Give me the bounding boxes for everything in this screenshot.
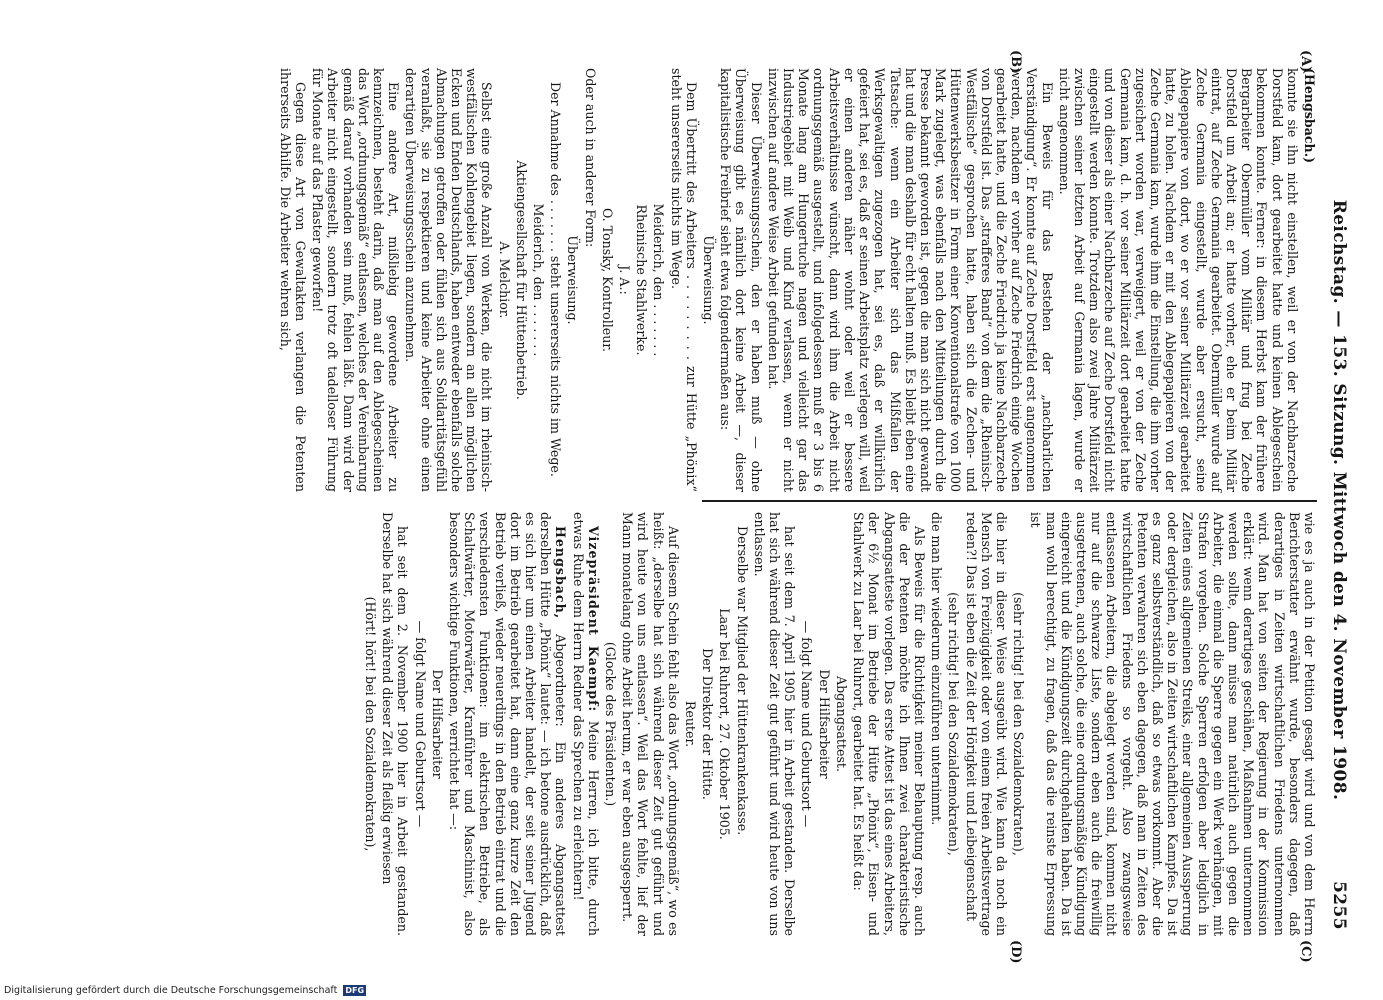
paragraph: konnte sie ihn nicht einstellen, weil er von der Nachbarzeche Dorstfeld kam, dort gearbeitet hatte und keinen Ablegeschein bekommen konnte. Ferner: in diesem Herbst kam der frühere Bergarbeiter Obermüller vom Militär und frug bei Zeche Dorstfeld um Arbeit an; er hatte vorher, ehe er beim Militär eintrat, auf Zeche Germania gearbeitet. Obermüller wurde auf Zeche Germania eingestellt, wurde aber ersucht, seine Ablegepapiere von dort, wo er vor seiner Militärzeit gearbeitet hatte, zu holen. Nachdem er mit den Ablegepapieren von der Zeche Germania kam, wurde ihm die Einstellung, die ihm vorher zugesichert worden war, verweigert, weil er von der Zeche Germania kam, d. h. vor seiner Militärzeit dort gearbeitet hatte und von dieser als einer Nachbarzeche auf Zeche Dorstfeld nicht eingestellt werden konnte. Trotzdem also zwei Jahre Militärzeit zwischen seiner letzten Arbeit auf Germania lagen, wurde er nicht angenommen. [1056, 68, 1300, 492]
column-divider [702, 500, 1317, 502]
attest-line: hat seit dem 2. November 1900 hier in Arbeit gestanden. Derselbe hat sich während dieser Zeit als fleißig erwiesen [380, 512, 411, 936]
page-number: 5255 [1329, 881, 1349, 930]
attest-line: Der Hilfsarbeiter [429, 669, 445, 779]
form-line: Meiderich, den . . . . . . . [651, 203, 667, 357]
attest-heading: Abgangsattest. [833, 676, 849, 772]
interjection: (Glocke des Präsidenten.) [603, 641, 619, 807]
paragraph: die hier in dieser Weise ausgeübt wird. Wie kann da noch ein Mensch von Freizügigkeit oder von einem freien Arbeitsvertrage reden?! Das ist eben die Zeit der Hörigkeit und Leibeigenschaft [963, 512, 1009, 936]
margin-mark-c: (C) [1298, 940, 1313, 963]
dfg-logo: DFG [345, 986, 365, 995]
form-heading: Überweisung. [701, 235, 717, 325]
margin-mark-d: (D) [1008, 940, 1023, 964]
interjection: (sehr richtig! bei den Sozialdemokraten), [946, 592, 962, 856]
right-column [363, 512, 1317, 936]
form-line: Meiderich, den . . . . . . . [531, 203, 547, 357]
paragraph: wie es ja auch in der Petition gesagt wird und von dem Herrn Berichterstatter erwähnt wurde, besonders dagegen, daß derartiges in Zeiten wirtschaftlichen Friedens unternommen wird. Man hat von seiten der Regierung in der Kommission erklärt: wenn derartiges geschähen, Maßnahmen unternommen werden sollte, dann müsse man natürlich auch gegen die Arbeiter, die einmal die Sperre gegen ein Werk verhängen, mit Strafen vorgehen. Solche Sperren erfolgen aber lediglich in Zeiten eines allgemeinen Streiks, einer allgemeinen Aussperrung oder dergleichen, also in Zeiten wirtschaftlichen Kampfes. Da ist es ganz selbstverständlich, daß so etwas vorkommt. Aber die Petenten verwahren sich eben dagegen, daß man in Zeiten des wirtschaftlichen Friedens so vorgeht. Also zwangsweise entlassenen Arbeitern, die abgelegt worden sind, kommen nicht nur auf die schwarze Liste, sondern eben auch die freiwillig ausgetretenen, auch solche, die eine ordnungsmäßige Kündigung eingereicht und die Kündigungszeit durchgehalten haben. Da ist man wohl berechtigt, zu fragen, daß das die reinste Erpressung ist [1028, 512, 1317, 936]
form-line: Aktiengesellschaft für Hüttenbetrieb. [513, 160, 529, 400]
attest-line: Reuter. [683, 700, 699, 748]
page-title: Reichstag. — 153. Sitzung. Mittwoch den 4. November 1908. [1329, 199, 1349, 801]
form-line: Dem Übertritt des Arbeiters . . . . . . . . . zur Hütte „Phönix“ steht unsererseits nichts im Wege. [668, 68, 699, 492]
president-speaker: Vizepräsident Kaempf: [585, 526, 601, 713]
form-line: O. Tonsky, Kontrolleur. [599, 208, 615, 352]
paragraph: Eine andere Art, mißliebig gewordene Arbeiter zu kennzeichnen, besteht darin, daß man auf den Ablegescheinen das Wort „ordnungsgemäß“ entlassen, welches der Vereinbarung gemäß darauf vorhanden sein muß, fehlen läßt. Dann wird der Arbeiter nicht eingestellt, sondern trotz oft tadelloser Führung für Monate auf das Pflaster geworfen! [310, 68, 402, 492]
left-column [277, 68, 1317, 492]
form-line: Der Annahme des . . . . . . . steht unsererseits nichts im Wege. [548, 82, 564, 477]
margin-mark-b: (B) [1008, 50, 1023, 74]
paragraph: Gegen diese Art von Gewaltakten verlangen die Petenten ihrerseits Abhilfe. Die Arbeiter wehren sich, [277, 68, 308, 492]
speaker-tag: (Hengsbach.) [1302, 68, 1317, 164]
interjection: (sehr richtig! bei den Sozialdemokraten), [1011, 592, 1027, 856]
attest-line: Laar bei Ruhrort, 27. Oktober 1905. [717, 608, 733, 840]
form-line: A. Melchior. [496, 241, 512, 319]
attest-line: Der Direktor der Hütte. [700, 648, 716, 800]
attest-line: hat seit dem 7. April 1905 hier in Arbeit gestanden. Derselbe hat sich während dieser Zeit gut geführt und wird heute von uns entlassen. [751, 512, 798, 936]
form-intro: Oder auch in anderer Form: [582, 68, 598, 248]
form-line: Rheinische Stahlwerke. [634, 204, 650, 356]
attest-line: — folgt Name und Geburtsort — [799, 620, 815, 828]
form-heading: Überweisung. [565, 235, 581, 325]
form-line: J. A.: [617, 265, 633, 295]
footer-text: Digitalisierung gefördert durch die Deutsche Forschungsgemeinschaft [4, 985, 338, 996]
page-header [1323, 70, 1349, 930]
margin-mark-a: (A) [1298, 50, 1313, 73]
digitization-footer [4, 985, 366, 996]
member-speaker: Hengsbach, [553, 526, 569, 620]
paragraph: Ein Beweis für das Bestehen der „nachbarlichen Verständigung“. Er konnte auf Zeche Dorstfeld erst angenommen werden, nachdem er vorher auf Zeche Friedrich einige Wochen gearbeitet hatte, und die Zeche Friedrich ja keine Nachbarzeche von Dorstfeld ist. Das „strafferes Band“ von dem die „Rheinisch-Westfälische“ gesprochen hatte, haben sich die Zechen- und Hüttenwerksbesitzer in Form einer Konventionalstrafe von 1000 Mark zugelegt, was ebenfalls nach den Mitteilungen durch die Presse bekannt geworden ist, gegen die man sich nicht gewandt hat und die man deshalb für echt halten muß. Es bleibt eben eine Tatsache: wenn ein Arbeiter sich das Mißfallen der Werksgewaltigen zugezogen hat, sei es, daß er willkürlich gefeiert hat, sei es, daß er seinen Arbeitsplatz verlegen will, weil er einen anderen näher wohnt oder weil er bessere Arbeitsverhältnisse wünscht, dann wird ihm die Arbeit nicht ordnungsgemäß ausgestellt, und infolgedessen muß er 3 bis 6 Monate lang am Hungertuche nagen und vielleicht gar das Industriegebiet mit Weib und Kind verlassen, wenn er nicht inzwischen auf andere Weise Arbeit gefunden hat. [765, 68, 1055, 492]
member-role: Abgeordneter: [553, 634, 569, 727]
paragraph: Dieser Überweisungsschein, den er haben muß — ohne Überweisung gibt es nämlich dort keine Arbeit —, dieser kapitalistische Freibrief sieht etwa folgendermaßen aus: [718, 68, 764, 492]
paragraph: die man hier wiederum einzuführen unternimmt. [929, 512, 945, 826]
president-text: Meine Herren, ich bitte, durch etwas Ruhe dem Herrn Redner das Sprechen zu erleichtern! [570, 512, 601, 936]
attest-line: Der Hilfsarbeiter [816, 669, 832, 779]
attest-line: Derselbe war Mitglied der Hüttenkrankenkasse. [734, 526, 750, 836]
interjection: (Hört! hört! bei den Sozialdemokraten), [363, 596, 379, 852]
member-text: Ein anderes Abgangsattest derselben Hütte „Phönix“ lautet: — ich betone ausdrücklich, daß es sich hier um einen Arbeiter handelt, der seit seiner Jugend dort im Betrieb gearbeitet hat, dann eine ganz kurze Zeit den Betrieb verließ, wieder neuerdings in den Betrieb eintrat und die verschiedensten Funktionen: im elektrischen Betriebe, als Schaltwärter, Motorwärter, Kranführer und Maschinist, also besonders wichtige Funktionen, verrichtet hat —: [447, 512, 569, 936]
paragraph: Auf diesem Schein fehlt also das Wort „ordnungsgemäß“, wo es heißt: „derselbe hat sich während dieser Zeit gut geführt und wird heute von uns entlassen“. Weil das Wort fehlte, lief der Mann monatelang ohne Arbeit herum, er war eben ausgesperrt. [620, 512, 681, 936]
attest-line: — folgt Name und Geburtsort — [412, 620, 428, 828]
paragraph: Als Beweis für die Richtigkeit meiner Behauptung resp. auch die der Petenten möchte ich Ihnen zwei charakteristische Abgangsatteste vorlegen. Das erste Attest ist das eines Arbeiters, der 6½ Monat im Betriebe der Hütte „Phönix“, Eisen- und Stahlwerk zu Laar bei Ruhrort, gearbeitet hat. Es heißt da: [851, 512, 927, 936]
president-remark [570, 512, 600, 936]
paragraph: Selbst eine große Anzahl von Werken, die nicht im rheinisch-westfälischen Kohlengebiet liegen, sondern an allen möglichen Ecken und Enden Deutschlands, haben entweder ebenfalls solche Abmachungen getroffen oder fühlen sich aus Solidaritätsgefühl veranlaßt, sie zu respektieren und keine Arbeiter ohne einen derartigen Überweisungsschein anzunehmen. [403, 68, 495, 492]
member-remark [447, 512, 569, 936]
